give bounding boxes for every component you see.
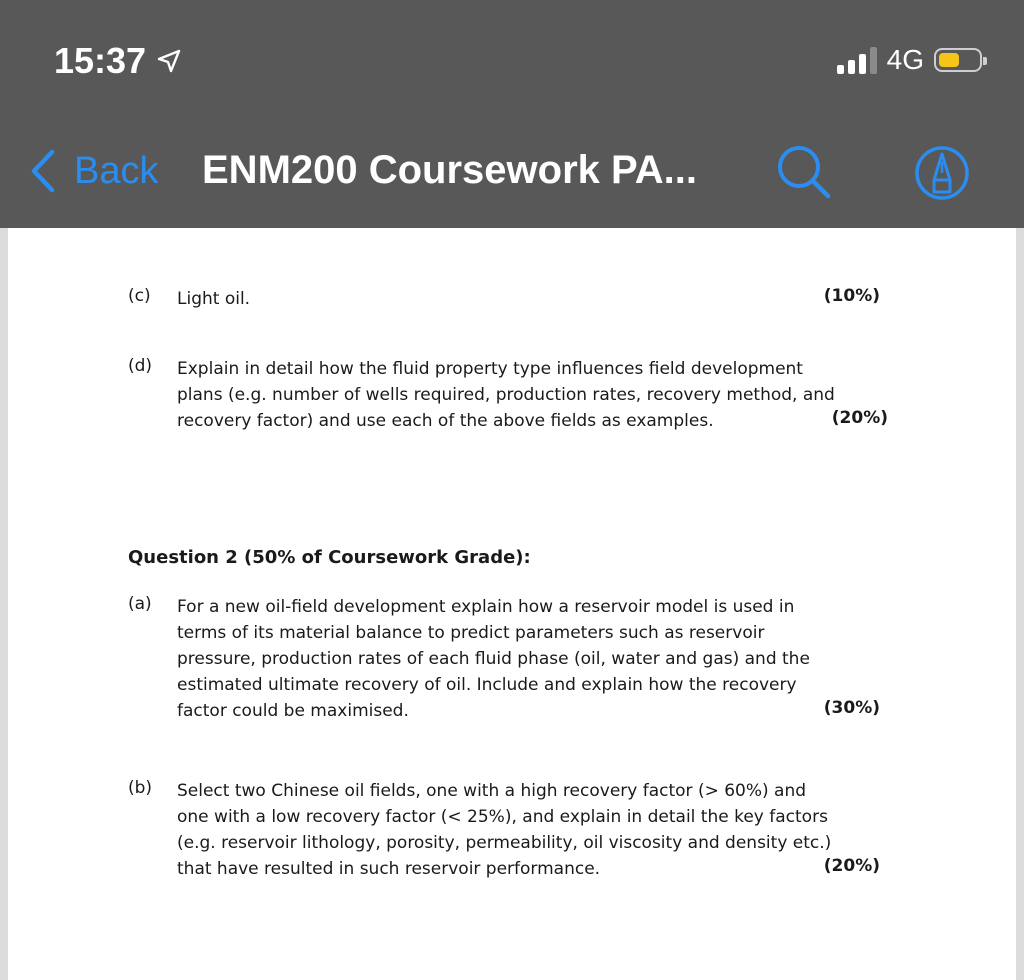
markup-pen-icon[interactable]	[912, 142, 972, 204]
navigation-bar	[0, 140, 1024, 210]
question-heading: Question 2 (50% of Coursework Grade):	[128, 547, 531, 568]
status-time	[54, 40, 182, 82]
item-text: For a new oil-field development explain how a reservoir model is used in terms of its material balance to predict parameters such as reservoir pressure, production rates of each fluid phase (oil, water and gas) and the estimated ultimate recovery of oil. Include and explain how the recovery factor could be maximised.	[177, 597, 810, 721]
item-marks: (10%)	[823, 286, 880, 306]
document-title: ENM200 Coursework PA...	[202, 148, 697, 192]
item-label: (b)	[128, 778, 153, 798]
battery-icon	[934, 48, 982, 72]
item-marks: (20%)	[823, 856, 880, 876]
status-indicators	[837, 44, 982, 76]
q2-item-a	[128, 594, 898, 726]
item-text: Explain in detail how the fluid property type influences field development plans (e.g. number of wells required, production rates, recovery method, and recovery factor) and use each of the above fields as examples.	[177, 359, 835, 431]
item-label: (a)	[128, 594, 152, 614]
item-marks: (30%)	[823, 698, 880, 718]
item-marks: (20%)	[831, 408, 888, 428]
chevron-left-icon	[30, 148, 56, 194]
item-text: Light oil.	[177, 289, 251, 309]
back-button[interactable]	[30, 148, 158, 194]
top-bar	[0, 0, 1024, 228]
item-label: (d)	[128, 356, 153, 376]
time-text: 15:37	[54, 40, 147, 81]
cellular-signal-icon	[837, 46, 877, 74]
back-label: Back	[74, 149, 159, 192]
item-text: Select two Chinese oil fields, one with a high recovery factor (> 60%) and one with a low recovery factor (< 25%), and explain in detail the key factors (e.g. reservoir lithology, porosity, permeability, oil viscosity and density etc.) that have resulted in such reservoir performance.	[177, 781, 832, 879]
item-label: (c)	[128, 286, 151, 306]
document-page	[8, 220, 1016, 980]
item-c	[128, 286, 898, 312]
network-type: 4G	[886, 44, 924, 75]
item-d	[128, 356, 898, 436]
q2-item-b	[128, 778, 898, 884]
search-icon[interactable]	[774, 142, 834, 202]
location-arrow-icon	[156, 48, 182, 74]
